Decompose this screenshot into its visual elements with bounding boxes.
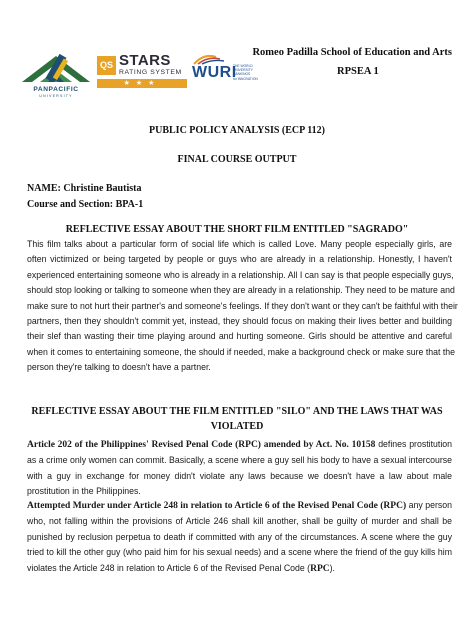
essay2-paragraph-2 (27, 498, 452, 577)
lead-continuation: defines prostitution (375, 439, 452, 449)
document-subtitle: FINAL COURSE OUTPUT (177, 154, 297, 165)
essay2-heading-cont: VIOLATED (210, 421, 264, 432)
wuri-word: WURI (192, 64, 237, 81)
essay1-heading: REFLECTIVE ESSAY ABOUT THE SHORT FILM ENTITLED "SAGRADO" (65, 224, 409, 235)
wuri-desc-line: THE WORLD (233, 64, 253, 68)
paragraph-line: This film talks about a particular form of social life which is called Love. Many people especially girls, are (27, 239, 452, 249)
paragraph-line: person they're talking to doesn't have a partner. (27, 362, 211, 373)
paragraph-line: with a guy in exchange for money didn't violate any laws because we doesn't have a law about male (27, 470, 452, 481)
paragraph-line: tried to kill the other guy (who paid him for his sexual needs) and a scene where the friend of the guy kills him (27, 547, 452, 558)
qs-stars-bar: ★★★ (97, 79, 187, 88)
paragraph-line: prostitution in the Philippines. (27, 486, 141, 497)
wuri-desc-line: for INNOVATION (233, 76, 258, 81)
paragraph-line: punished by reclusion perpetua to death if committed with any of the circumstances. A scene where the guy (27, 531, 452, 542)
essay2-heading: REFLECTIVE ESSAY ABOUT THE FILM ENTITLED "SILO" AND THE LAWS THAT WAS (31, 406, 443, 417)
logo-name: PANPACIFIC (33, 86, 79, 93)
rpc-abbrev: RPC (310, 563, 330, 574)
paragraph-line: as a crime only women can commit. Basically, a scene where a guy sell his body to have a sexual intercourse (27, 455, 452, 466)
paragraph-line (27, 437, 452, 453)
paragraph-line (27, 561, 452, 577)
paragraph-line: should stop looking or talking to someone when they are already in a relationship. They need to be mature and (27, 285, 455, 296)
paragraph-line: often victimized or being targeted by people or guys who are already in a relationship. Honestly, I haven't (27, 254, 452, 265)
last-line-end: ). (329, 562, 335, 573)
lead-continuation: any person (406, 500, 452, 510)
last-line-text: violates the Article 248 in relation to Article 6 of the Revised Penal Code ( (27, 562, 311, 573)
course-section: Course and Section: BPA-1 (27, 199, 144, 210)
logo-subtitle: UNIVERSITY (39, 94, 73, 98)
wuri-desc-line: UNIVERSITY (233, 68, 253, 73)
paragraph-line: make sure to not hurt their partner's and someone's feelings. If they don't want or they can't be faithful with their (27, 300, 458, 311)
attempted-murder-lead: Attempted Murder under Article 248 in relation to Article 6 of the Revised Penal Code (RPC) (27, 501, 407, 511)
student-name: NAME: Christine Bautista (27, 183, 142, 194)
qs-stars-word: STARS (119, 52, 171, 69)
paragraph-line: experienced entertaining someone who is already in a relationship. All I can say is that people especially guys, (27, 269, 454, 280)
paragraph-line (27, 498, 452, 514)
article-202-lead: Article 202 of the Philippines' Revised Penal Code (RPC) amended by Act. No. 10158 (27, 440, 376, 450)
paragraph-line: partners, then they shouldn't commit yet, instead, they should focus on making their lives better and building (27, 316, 452, 327)
paragraph-line: when it comes to entertaining someone, the should if needed, make a background check or make sure that the (27, 346, 456, 357)
paragraph-line: their slef than wasting their time playing around and hurting someone. Girls should be attentive and careful (27, 331, 452, 342)
qs-logo-box: QS (97, 56, 116, 75)
school-name: Romeo Padilla School of Education and Arts (252, 47, 452, 58)
wuri-desc-line: RANKINGS (233, 72, 251, 77)
course-code: RPSEA 1 (337, 66, 379, 77)
wuri-description (233, 64, 263, 81)
document-title: PUBLIC POLICY ANALYSIS (ECP 112) (149, 125, 325, 136)
essay1-paragraph (27, 237, 458, 376)
essay2-paragraph-1 (27, 437, 452, 500)
qs-rating-system: RATING SYSTEM (119, 69, 182, 76)
paragraph-line: who, not falling within the provisions of Article 246 shall kill another, shall be guilty of murder and shall be (27, 516, 452, 527)
